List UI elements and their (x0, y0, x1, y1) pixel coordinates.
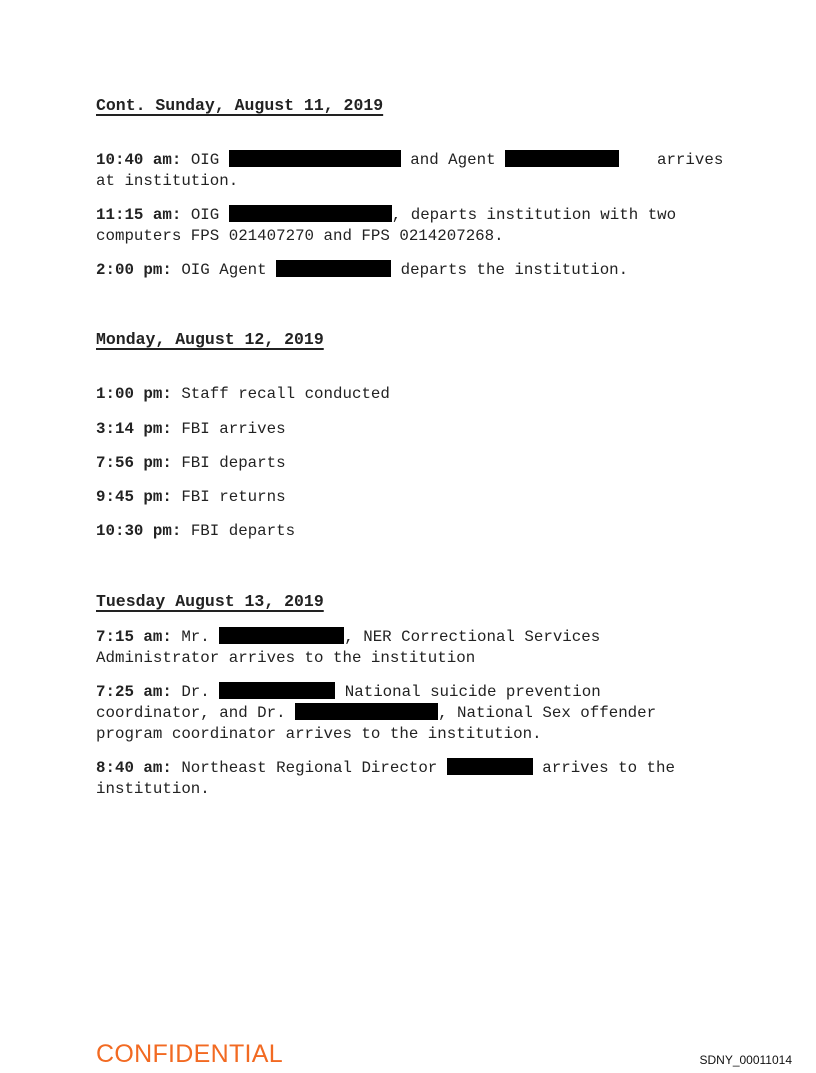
entry-time: 7:15 am: (96, 628, 172, 646)
section-heading-aug-13: Tuesday August 13, 2019 (96, 592, 324, 611)
entry-text: FBI departs (181, 454, 286, 472)
redaction-block (229, 205, 392, 222)
entry-time: 3:14 pm: (96, 420, 172, 438)
entry-text: Staff recall conducted (181, 385, 390, 403)
entry-time: 11:15 am: (96, 206, 182, 224)
entry-text: and Agent (410, 151, 496, 169)
entry-1115am (96, 205, 736, 247)
entry-text: , NER Correctional Services (344, 628, 601, 646)
entry-text: arrives (656, 151, 724, 169)
entry-time: 9:45 pm: (96, 488, 172, 506)
entry-time: 7:56 pm: (96, 454, 172, 472)
entry-text: Northeast Regional Director (181, 759, 438, 777)
entry-text: arrives to the (542, 759, 675, 777)
entry-945pm (96, 487, 736, 508)
redaction-block (505, 150, 619, 167)
entry-text: OIG Agent (181, 261, 267, 279)
entry-time: 10:40 am: (96, 151, 182, 169)
redaction-block (219, 627, 344, 644)
entry-314pm (96, 419, 736, 440)
entry-text: departs the institution. (400, 261, 629, 279)
entry-1040am (96, 150, 736, 192)
entry-200pm (96, 260, 736, 281)
entry-text: institution. (96, 780, 210, 798)
entry-text: at institution. (96, 172, 239, 190)
entry-time: 1:00 pm: (96, 385, 172, 403)
entry-time: 8:40 am: (96, 759, 172, 777)
section-heading-aug-12: Monday, August 12, 2019 (96, 330, 324, 349)
entry-756pm (96, 453, 736, 474)
redaction-block (229, 150, 401, 167)
entry-text: OIG (190, 151, 220, 169)
entry-text: FBI arrives (181, 420, 286, 438)
entry-text: Administrator arrives to the institution (96, 649, 476, 667)
section-heading-aug-11: Cont. Sunday, August 11, 2019 (96, 96, 384, 115)
entry-text: Dr. (181, 683, 210, 701)
entry-time: 7:25 am: (96, 683, 172, 701)
entry-time: 10:30 pm: (96, 522, 182, 540)
entry-time: 2:00 pm: (96, 261, 172, 279)
entry-text: Mr. (181, 628, 210, 646)
entry-text: , departs institution with two (391, 206, 677, 224)
entry-840am (96, 758, 736, 800)
entry-text: OIG (190, 206, 220, 224)
redaction-block (219, 682, 335, 699)
entry-text: computers FPS 021407270 and FPS 0214207268. (96, 227, 504, 245)
entry-1030pm (96, 521, 736, 542)
entry-text: coordinator, and Dr. (96, 704, 286, 722)
entry-100pm (96, 384, 736, 405)
confidential-stamp: CONFIDENTIAL (96, 1040, 283, 1068)
redaction-block (276, 260, 391, 277)
bates-number: SDNY_00011014 (699, 1053, 792, 1067)
entry-715am (96, 627, 736, 669)
entry-text: , National Sex offender (438, 704, 657, 722)
entry-text: FBI departs (190, 522, 296, 540)
entry-text: FBI returns (181, 488, 286, 506)
entry-text: National suicide prevention (344, 683, 601, 701)
redaction-block (447, 758, 533, 775)
redaction-block (295, 703, 438, 720)
entry-text: program coordinator arrives to the institution. (96, 725, 542, 743)
entry-725am (96, 682, 736, 745)
